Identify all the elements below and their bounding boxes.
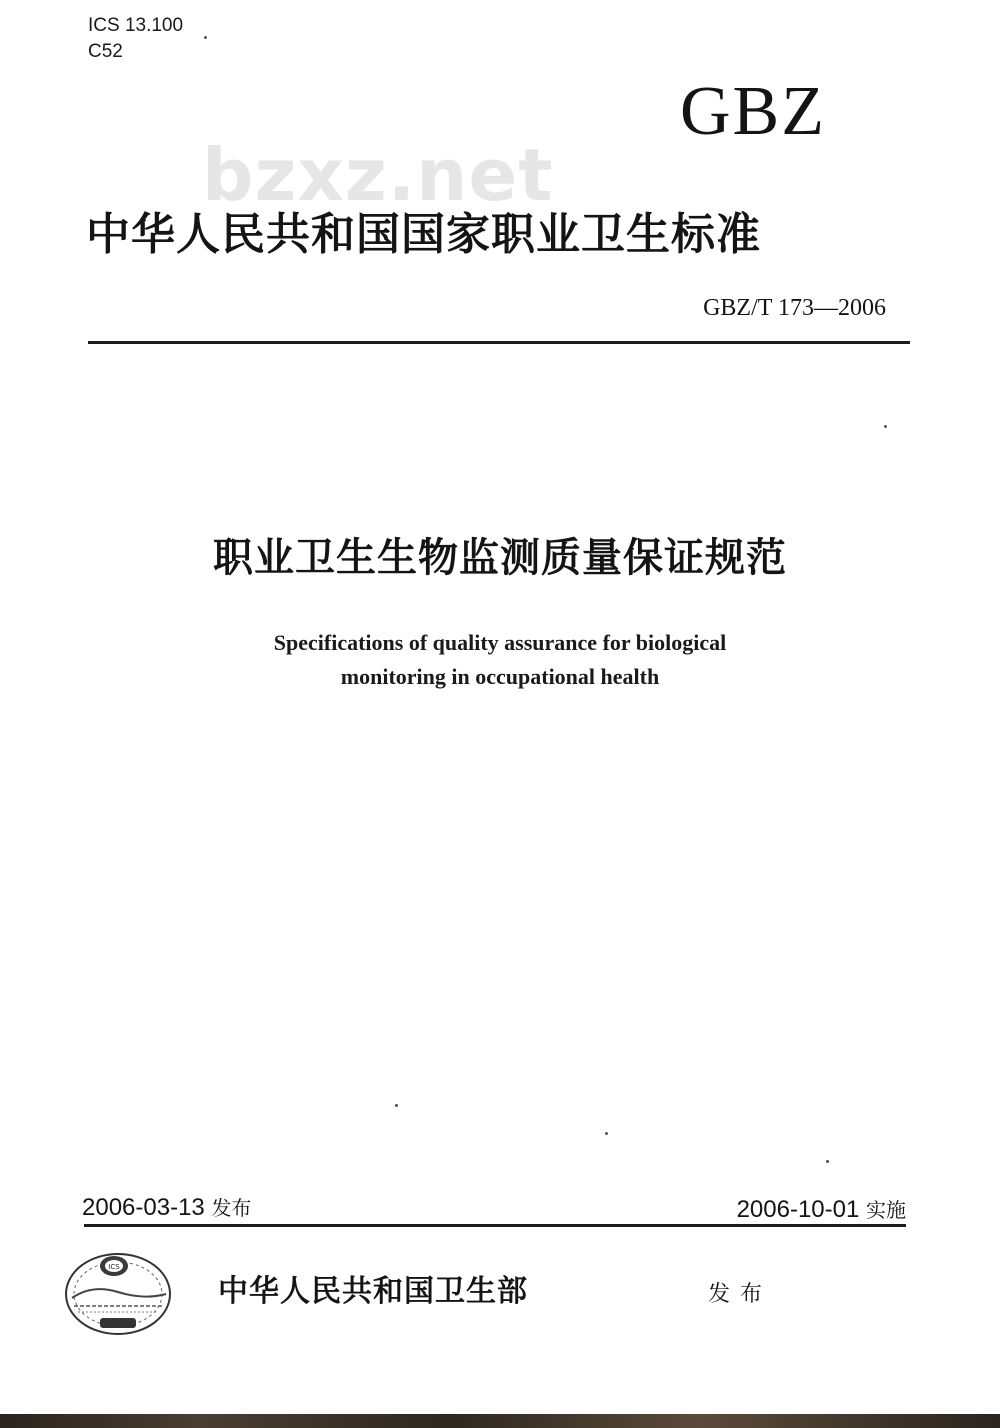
scan-speck (826, 1160, 829, 1163)
scan-speck (204, 36, 207, 39)
standard-mark: GBZ (680, 73, 826, 150)
classification-code: C52 (88, 41, 123, 62)
ministry-seal-icon (62, 1248, 174, 1338)
top-divider (88, 341, 910, 344)
english-title (150, 626, 850, 694)
standard-series-title: 中华人民共和国国家职业卫生标准 (86, 209, 761, 260)
scan-speck (605, 1132, 608, 1135)
publish-label: 发布 (708, 1282, 773, 1307)
standard-number: GBZ/T 173—2006 (703, 295, 886, 321)
effective-date-value: 2006-10-01 (736, 1196, 860, 1223)
chinese-title: 职业卫生生物监测质量保证规范 (213, 535, 787, 581)
issue-date-label: 发布 (211, 1196, 252, 1220)
bottom-divider (84, 1224, 906, 1227)
english-title-line-1: Specifications of quality assurance for biological (273, 630, 727, 655)
scan-edge-strip (0, 1414, 1000, 1428)
ics-code: ICS 13.100 (88, 15, 184, 36)
seal-text: ICS (108, 1263, 120, 1271)
effective-date-label: 实施 (866, 1198, 906, 1222)
watermark: bzxz.net (202, 133, 554, 217)
scan-speck (395, 1104, 398, 1107)
publisher: 中华人民共和国卫生部 (218, 1274, 528, 1309)
issue-date-value: 2006-03-13 (82, 1194, 205, 1221)
scan-speck (884, 425, 887, 428)
effective-date (0, 1195, 906, 1225)
english-title-line-2: monitoring in occupational health (340, 664, 660, 689)
